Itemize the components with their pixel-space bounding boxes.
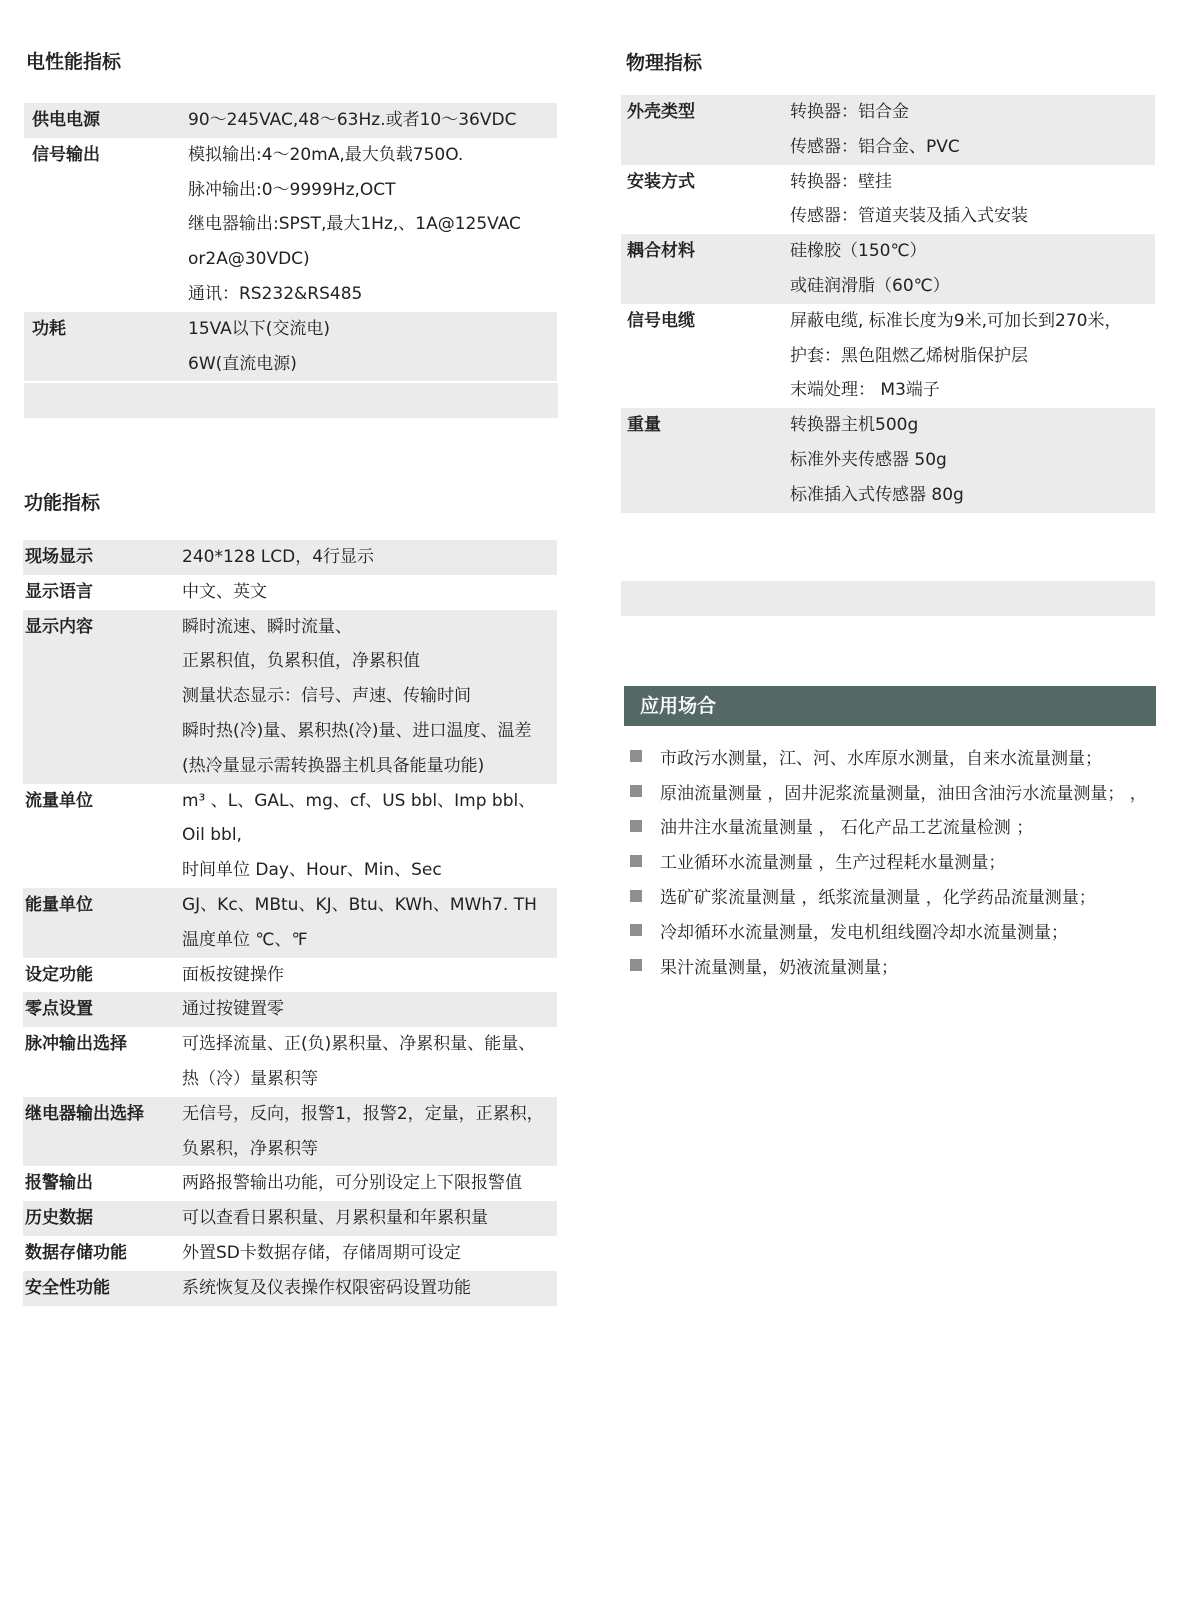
application-item: [630, 739, 1190, 774]
spec-values: [188, 103, 557, 138]
spec-label: 显示内容: [25, 616, 93, 637]
functional-row: [23, 888, 557, 958]
spec-value-line: 外置SD卡数据存储，存储周期可设定: [182, 1242, 461, 1263]
application-item-text: 冷却循环水流量测量，发电机组线圈冷却水流量测量；: [660, 922, 1068, 943]
application-item-text: 市政污水测量，江、河、水库原水测量，自来水流量测量；: [660, 748, 1102, 769]
square-bullet-icon: [630, 924, 642, 936]
square-bullet-icon: [630, 890, 642, 902]
application-item-text: 果汁流量测量，奶液流量测量；: [660, 957, 898, 978]
spec-label: 能量单位: [25, 894, 93, 915]
functional-section-title: 功能指标: [24, 492, 101, 514]
spec-values: [188, 312, 557, 382]
functional-row: [23, 784, 557, 888]
functional-row: [23, 1166, 557, 1201]
physical-section-title: 物理指标: [626, 52, 703, 74]
spec-value-line: 正累积值，负累积值，净累积值: [182, 651, 420, 672]
spec-values: [182, 888, 557, 958]
spec-label: 显示语言: [25, 581, 93, 602]
spec-value-line: 或硅润滑脂（60℃）: [790, 275, 950, 296]
spec-value-line: 90～245VAC,48～63Hz.或者10～36VDC: [188, 110, 517, 130]
spec-value-line: 传感器：铝合金、PVC: [790, 136, 960, 157]
spec-label: 功耗: [32, 318, 66, 339]
electrical-spec-table: [24, 103, 557, 381]
physical-spec-table: [621, 95, 1155, 513]
spec-value-line: GJ、Kc、MBtu、KJ、Btu、KWh、MWh7. TH: [182, 894, 537, 915]
spec-label: 设定功能: [25, 964, 93, 985]
spec-value-line: 标准外夹传感器 50g: [790, 449, 947, 470]
spec-value-line: 负累积，净累积等: [182, 1138, 318, 1159]
functional-row: [23, 540, 557, 575]
electrical-row: [24, 312, 557, 382]
applications-header: 应用场合: [624, 686, 1156, 726]
spec-label: 安全性功能: [25, 1277, 110, 1298]
spec-values: [182, 540, 557, 575]
spec-value-line: 系统恢复及仪表操作权限密码设置功能: [182, 1277, 471, 1298]
electrical-filler-bar: [24, 383, 558, 418]
spec-value-line: 时间单位 Day、Hour、Min、Sec: [182, 860, 442, 881]
spec-values: [182, 1236, 557, 1271]
square-bullet-icon: [630, 785, 642, 797]
spec-value-line: 15VA以下(交流电): [188, 318, 331, 339]
spec-values: [182, 1271, 557, 1306]
functional-row: [23, 1201, 557, 1236]
functional-row: [23, 575, 557, 610]
spec-value-line: 末端处理： M3端子: [790, 380, 940, 401]
application-item: [630, 774, 1190, 809]
functional-row: [23, 1236, 557, 1271]
spec-value-line: 转换器：壁挂: [790, 171, 892, 192]
spec-value-line: 中文、英文: [182, 581, 267, 602]
spec-values: [790, 165, 1155, 235]
spec-values: [188, 138, 557, 312]
functional-row: [23, 610, 557, 784]
spec-label: 耦合材料: [627, 241, 695, 262]
spec-value-line: 可选择流量、正(负)累积量、净累积量、能量、: [182, 1034, 536, 1055]
application-item: [630, 948, 1190, 983]
spec-value-line: 温度单位 ℃、℉: [182, 929, 308, 950]
functional-row: [23, 992, 557, 1027]
application-item-text: 油井注水量流量测量 ， 石化产品工艺流量检测 ；: [660, 818, 1034, 839]
spec-value-line: m³ 、L、GAL、mg、cf、US bbl、Imp bbl、: [182, 790, 536, 811]
spec-value-line: 通讯：RS232&RS485: [188, 283, 363, 304]
spec-values: [790, 95, 1155, 165]
spec-values: [182, 958, 557, 993]
spec-label: 报警输出: [25, 1173, 93, 1194]
spec-values: [182, 784, 557, 888]
physical-row: [621, 408, 1155, 512]
spec-label: 历史数据: [25, 1208, 93, 1229]
spec-value-line: 转换器：铝合金: [790, 102, 909, 122]
spec-values: [182, 1027, 557, 1097]
spec-label: 现场显示: [25, 547, 93, 567]
spec-values: [182, 1166, 557, 1201]
spec-value-line: 面板按键操作: [182, 964, 284, 985]
spec-value-line: 屏蔽电缆, 标准长度为9米,可加长到270米，: [790, 310, 1122, 331]
physical-row: [621, 165, 1155, 235]
square-bullet-icon: [630, 820, 642, 832]
spec-value-line: 通过按键置零: [182, 999, 284, 1020]
application-item: [630, 843, 1190, 878]
spec-value-line: 转换器主机500g: [790, 415, 919, 436]
spec-value-line: 热（冷）量累积等: [182, 1068, 318, 1089]
spec-value-line: 无信号，反向，报警1，报警2，定量，正累积，: [182, 1103, 544, 1124]
spec-values: [182, 1201, 557, 1236]
application-item-text: 选矿矿浆流量测量 ，纸浆流量测量 ，化学药品流量测量；: [660, 888, 1096, 909]
spec-values: [182, 1097, 557, 1167]
spec-label: 脉冲输出选择: [25, 1034, 127, 1055]
spec-label: 继电器输出选择: [25, 1103, 144, 1124]
electrical-row: [24, 138, 557, 312]
electrical-section-title: 电性能指标: [26, 51, 122, 73]
physical-row: [621, 234, 1155, 304]
spec-label: 外壳类型: [627, 102, 695, 122]
application-item-text: 工业循环水流量测量 ，生产过程耗水量测量；: [660, 853, 1006, 874]
spec-label: 数据存储功能: [25, 1242, 127, 1263]
spec-value-line: (热冷量显示需转换器主机具备能量功能): [182, 755, 485, 776]
square-bullet-icon: [630, 750, 642, 762]
spec-label: 信号输出: [32, 144, 100, 165]
spec-value-line: 可以查看日累积量、月累积量和年累积量: [182, 1208, 488, 1229]
functional-row: [23, 1097, 557, 1167]
application-item: [630, 913, 1190, 948]
spec-value-line: 240*128 LCD，4行显示: [182, 547, 375, 567]
spec-values: [182, 992, 557, 1027]
functional-spec-table: [23, 540, 557, 1306]
spec-value-line: 继电器输出:SPST,最大1Hz,、1A@125VAC: [188, 214, 521, 235]
functional-row: [23, 958, 557, 993]
spec-value-line: 瞬时热(冷)量、累积热(冷)量、进口温度、温差: [182, 720, 532, 741]
physical-row: [621, 304, 1155, 408]
applications-list: [630, 739, 1190, 983]
spec-value-line: or2A@30VDC): [188, 249, 310, 270]
spec-value-line: Oil bbl,: [182, 825, 242, 846]
spec-value-line: 传感器：管道夹装及插入式安装: [790, 206, 1028, 227]
spec-value-line: 两路报警输出功能，可分别设定上下限报警值: [182, 1173, 522, 1194]
spec-label: 安装方式: [627, 171, 695, 192]
spec-label: 重量: [627, 415, 661, 436]
spec-value-line: 瞬时流速、瞬时流量、: [182, 616, 352, 637]
application-item: [630, 809, 1190, 844]
application-item: [630, 878, 1190, 913]
spec-value-line: 标准插入式传感器 80g: [790, 484, 964, 505]
spec-values: [790, 408, 1155, 512]
spec-label: 供电电源: [32, 110, 100, 130]
square-bullet-icon: [630, 959, 642, 971]
physical-filler-bar: [621, 581, 1155, 616]
spec-value-line: 脉冲输出:0～9999Hz,OCT: [188, 179, 396, 200]
spec-value-line: 护套：黑色阻燃乙烯树脂保护层: [790, 345, 1028, 366]
functional-row: [23, 1027, 557, 1097]
spec-value-line: 6W(直流电源): [188, 353, 297, 374]
spec-value-line: 硅橡胶（150℃）: [790, 241, 927, 262]
spec-label: 信号电缆: [627, 310, 695, 331]
spec-values: [790, 234, 1155, 304]
spec-values: [182, 575, 557, 610]
physical-row: [621, 95, 1155, 165]
spec-values: [182, 610, 557, 784]
electrical-row: [24, 103, 557, 138]
square-bullet-icon: [630, 855, 642, 867]
spec-value-line: 模拟输出:4～20mA,最大负载750O.: [188, 144, 464, 165]
spec-label: 零点设置: [25, 999, 93, 1020]
spec-value-line: 测量状态显示：信号、声速、传输时间: [182, 686, 471, 707]
application-item-text: 原油流量测量 ，固井泥浆流量测量，油田含油污水流量测量； ，: [660, 783, 1147, 804]
spec-label: 流量单位: [25, 790, 93, 811]
spec-values: [790, 304, 1155, 408]
functional-row: [23, 1271, 557, 1306]
